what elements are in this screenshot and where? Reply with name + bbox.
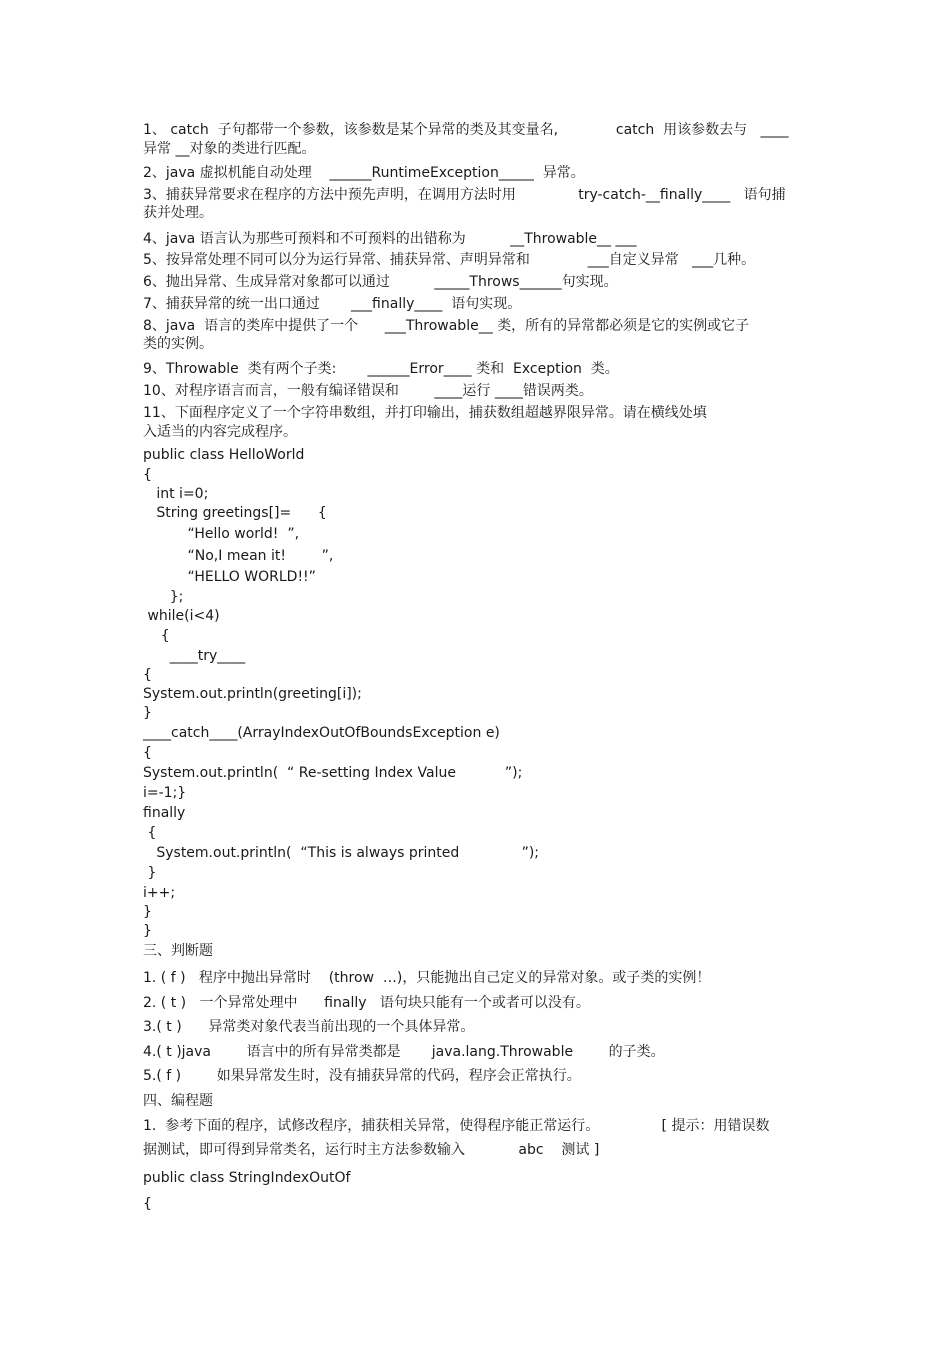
question-1-line-2: 异常 __对象的类进行匹配。	[143, 141, 316, 157]
code-line: System.out.println(greeting[i]);	[143, 686, 362, 702]
code-line: i++;	[143, 885, 176, 901]
code-line: }	[143, 923, 152, 939]
code-line: ____catch____(ArrayIndexOutOfBoundsException e)	[143, 725, 500, 741]
question-8-line-2: 类的实例。	[143, 336, 213, 352]
code-line: System.out.println( “This is always printed ”);	[143, 845, 540, 861]
question-1-line-1: 1、 catch 子句都带一个参数，该参数是某个异常的类及其变量名, catch 用该参数去与 ____	[143, 122, 789, 138]
code-line: public class HelloWorld	[143, 447, 305, 463]
question-5: 5、按异常处理不同可以分为运行异常、捕获异常、声明异常和 ___自定义异常 ___几种。	[143, 252, 756, 268]
section-3-title: 三、判断题	[143, 943, 213, 959]
judgment-item-1: 1. ( f ) 程序中抛出异常时 (throw …)，只能抛出自己定义的异常对象。或子类的实例！	[143, 970, 711, 986]
question-10: 10、对程序语言而言，一般有编译错误和 ____运行 ____错误两类。	[143, 383, 593, 399]
code-line: “HELLO WORLD!!”	[143, 569, 316, 585]
code-line: finally	[143, 805, 186, 821]
judgment-item-4: 4.( t )java 语言中的所有异常类都是 java.lang.Throwable 的子类。	[143, 1044, 665, 1060]
code-line: {	[143, 1196, 152, 1212]
question-6: 6、抛出异常、生成异常对象都可以通过 _____Throws______句实现。	[143, 274, 618, 290]
question-3-line-1: 3、捕获异常要求在程序的方法中预先声明，在调用方法时用 try-catch-__finally____ 语句捕	[143, 187, 786, 203]
code-line: “No,I mean it! ”,	[143, 548, 334, 564]
judgment-item-2: 2. ( t ) 一个异常处理中 finally 语句块只能有一个或者可以没有。	[143, 995, 590, 1011]
code-line: {	[143, 667, 152, 683]
code-line: public class StringIndexOutOf	[143, 1170, 351, 1186]
code-line: {	[143, 745, 152, 761]
code-line: String greetings[]= {	[143, 505, 327, 521]
code-line: int i=0;	[143, 486, 209, 502]
question-11-line-1: 11、下面程序定义了一个字符串数组，并打印输出，捕获数组超越界限异常。请在横线处填	[143, 405, 707, 421]
code-line: i=-1;}	[143, 785, 187, 801]
programming-question-1-line-2: 据测试，即可得到异常类名，运行时主方法参数输入 abc 测试 ]	[143, 1142, 600, 1158]
code-line: };	[143, 589, 184, 605]
judgment-item-3: 3.( t ) 异常类对象代表当前出现的一个具体异常。	[143, 1019, 475, 1035]
code-line: }	[143, 865, 157, 881]
judgment-item-5: 5.( f ) 如果异常发生时，没有捕获异常的代码，程序会正常执行。	[143, 1068, 581, 1084]
code-line: “Hello world! ”,	[143, 526, 300, 542]
question-7: 7、捕获异常的统一出口通过 ___finally____ 语句实现。	[143, 296, 522, 312]
code-line: }	[143, 904, 152, 920]
question-2: 2、java 虚拟机能自动处理 ______RuntimeException_____ 异常。	[143, 165, 585, 181]
code-line: System.out.println( “ Re-setting Index Value ”);	[143, 765, 523, 781]
code-line: {	[143, 628, 170, 644]
question-11-line-2: 入适当的内容完成程序。	[143, 424, 297, 440]
question-8-line-1: 8、java 语言的类库中提供了一个 ___Throwable__ 类，所有的异常都必须是它的实例或它子	[143, 318, 750, 334]
code-line: {	[143, 825, 157, 841]
programming-question-1-line-1: 1. 参考下面的程序，试修改程序，捕获相关异常，使得程序能正常运行。 [ 提示：用错误数	[143, 1118, 770, 1134]
question-9: 9、Throwable 类有两个子类: ______Error____ 类和 Exception 类。	[143, 361, 619, 377]
code-line: ____try____	[143, 648, 246, 664]
question-4: 4、java 语言认为那些可预料和不可预料的出错称为 __Throwable__ ___	[143, 231, 637, 247]
code-line: }	[143, 705, 152, 721]
section-4-title: 四、编程题	[143, 1093, 213, 1109]
code-line: while(i<4)	[143, 608, 220, 624]
code-line: {	[143, 467, 152, 483]
question-3-line-2: 获并处理。	[143, 205, 213, 221]
